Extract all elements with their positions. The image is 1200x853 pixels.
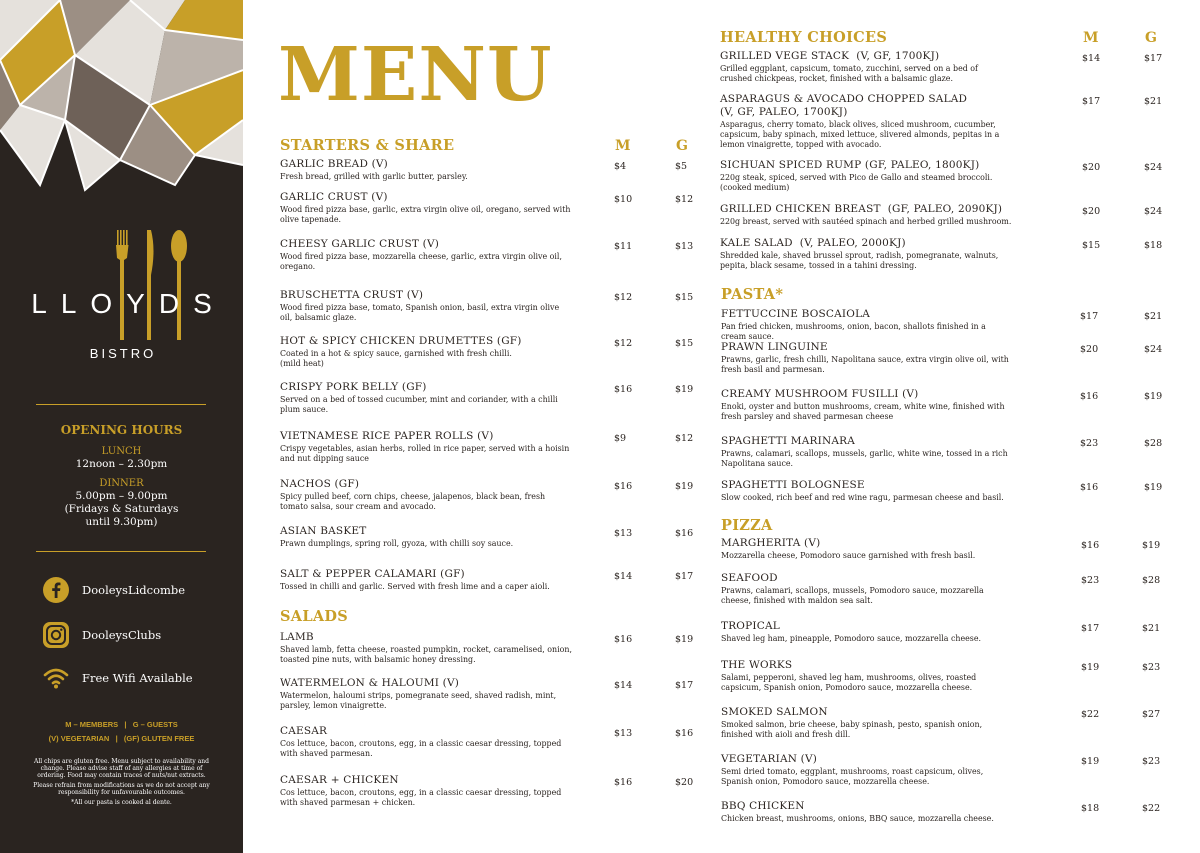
price-members: $16 bbox=[1080, 391, 1099, 402]
menu-item bbox=[721, 800, 1013, 824]
item-name: MARGHERITA (V) bbox=[721, 537, 821, 549]
price-guests: $28 bbox=[1144, 438, 1163, 449]
column-header-guests: G bbox=[676, 138, 688, 154]
item-name: GRILLED VEGE STACK (V, GF, 1700KJ) bbox=[720, 50, 940, 62]
price-members: $14 bbox=[614, 571, 633, 582]
price-members: $16 bbox=[614, 384, 633, 395]
item-name: SEAFOOD bbox=[721, 572, 778, 584]
item-name: LAMB bbox=[280, 631, 314, 643]
item-description: Fresh bread, grilled with garlic butter, parsley. bbox=[280, 172, 468, 181]
section-title-pasta: PASTA* bbox=[721, 286, 784, 303]
menu-item bbox=[720, 203, 1012, 227]
item-name: NACHOS (GF) bbox=[280, 478, 360, 490]
menu-item bbox=[280, 289, 572, 323]
item-description: Shredded kale, shaved brussel sprout, radish, pomegranate, walnuts, pepita, black sesame, tossed in a tahini dressing. bbox=[720, 251, 999, 270]
menu-item bbox=[280, 478, 572, 512]
menu-item bbox=[720, 50, 1012, 84]
item-name: ASIAN BASKET bbox=[280, 525, 367, 537]
item-description: Prawns, calamari, scallops, mussels, Pomodoro sauce, mozzarella cheese, finished with maldon sea salt. bbox=[721, 586, 984, 605]
price-members: $16 bbox=[1080, 482, 1099, 493]
price-members: $20 bbox=[1082, 206, 1101, 217]
menu-title: MENU bbox=[278, 32, 553, 118]
item-description: Wood fired pizza base, tomato, Spanish onion, basil, extra virgin olive oil, balsamic glaze. bbox=[280, 303, 560, 322]
divider bbox=[36, 551, 206, 552]
item-name: GARLIC CRUST (V) bbox=[280, 191, 388, 203]
price-members: $23 bbox=[1081, 575, 1100, 586]
item-description: Wood fired pizza base, mozzarella cheese, garlic, extra virgin olive oil, oregano. bbox=[280, 252, 562, 271]
price-members: $11 bbox=[614, 241, 633, 252]
facebook-handle: DooleysLidcombe bbox=[82, 583, 186, 597]
price-members: $15 bbox=[1082, 240, 1101, 251]
menu-item bbox=[720, 159, 1012, 193]
price-guests: $19 bbox=[1144, 391, 1163, 402]
dinner-note: (Fridays & Saturdays bbox=[64, 503, 179, 515]
menu-item bbox=[721, 435, 1013, 469]
price-members: $12 bbox=[614, 292, 633, 303]
instagram-handle: DooleysClubs bbox=[82, 628, 162, 642]
brand-name: LLOYDS bbox=[31, 288, 226, 319]
price-members: $4 bbox=[614, 161, 627, 172]
price-guests: $16 bbox=[675, 528, 694, 539]
item-name: GARLIC BREAD (V) bbox=[280, 158, 388, 170]
item-name: SALT & PEPPER CALAMARI (GF) bbox=[280, 568, 465, 580]
item-name: BRUSCHETTA CRUST (V) bbox=[280, 289, 424, 301]
item-description: Prawns, calamari, scallops, mussels, garlic, white wine, tossed in a rich Napolitana sauce. bbox=[721, 449, 1008, 468]
price-guests: $17 bbox=[675, 571, 694, 582]
item-description: Slow cooked, rich beef and red wine ragu, parmesan cheese and basil. bbox=[721, 493, 1004, 502]
item-description: Chicken breast, mushrooms, onions, BBQ sauce, mozzarella cheese. bbox=[721, 814, 994, 823]
item-name: THE WORKS bbox=[721, 659, 793, 671]
item-name: ASPARAGUS & AVOCADO CHOPPED SALAD (V, GF, PALEO, 1700KJ) bbox=[720, 93, 968, 118]
item-description: Asparagus, cherry tomato, black olives, sliced mushroom, cucumber, capsicum, baby spinach, mixed lettuce, slivered almonds, pepitas in a lemon vinaigrette, topped with avocado. bbox=[720, 120, 1000, 149]
menu-item bbox=[280, 430, 572, 464]
price-members: $17 bbox=[1081, 623, 1100, 634]
price-guests: $24 bbox=[1144, 162, 1163, 173]
price-members: $16 bbox=[614, 777, 633, 788]
item-description: Pan fried chicken, mushrooms, onion, bacon, shallots finished in a cream sauce. bbox=[721, 322, 986, 341]
menu-item bbox=[721, 479, 1013, 503]
price-members: $10 bbox=[614, 194, 633, 205]
menu-item bbox=[721, 572, 1013, 606]
section-title-starters: STARTERS & SHARE bbox=[280, 137, 455, 154]
price-members: $19 bbox=[1081, 756, 1100, 767]
item-description: Prawn dumplings, spring roll, gyoza, with chilli soy sauce. bbox=[280, 539, 514, 548]
item-description: Wood fired pizza base, garlic, extra virgin olive oil, oregano, served with olive tapenade. bbox=[280, 205, 571, 224]
geometric-pattern bbox=[0, 0, 243, 200]
price-guests: $19 bbox=[675, 481, 694, 492]
menu-item bbox=[280, 525, 572, 549]
column-header-members: M bbox=[615, 138, 631, 154]
legend-pricing: M – MEMBERS | G – GUESTS bbox=[65, 720, 178, 729]
lunch-label: LUNCH bbox=[101, 446, 142, 457]
dinner-time: 5.00pm – 9.00pm bbox=[75, 490, 168, 502]
menu-item bbox=[721, 388, 1013, 422]
menu-item bbox=[280, 238, 572, 272]
item-description: Shaved lamb, fetta cheese, roasted pumpkin, rocket, caramelised, onion, toasted pine nuts, with balsamic honey dressing. bbox=[280, 645, 572, 664]
item-description: Cos lettuce, bacon, croutons, egg, in a classic caesar dressing, topped with shaved parmesan + chicken. bbox=[280, 788, 562, 807]
menu-item bbox=[280, 568, 572, 592]
opening-hours-title: OPENING HOURS bbox=[60, 423, 183, 437]
item-name: VEGETARIAN (V) bbox=[721, 753, 818, 765]
item-description: Cos lettuce, bacon, croutons, egg, in a classic caesar dressing, topped with shaved parmesan. bbox=[280, 739, 562, 758]
price-guests: $22 bbox=[1142, 803, 1161, 814]
menu-item bbox=[721, 620, 1013, 644]
price-guests: $23 bbox=[1142, 662, 1161, 673]
item-description: Grilled eggplant, capsicum, tomato, zucchini, served on a bed of crushed chickpeas, rocket, finished with a balsamic glaze. bbox=[720, 64, 978, 83]
note-modifications: Please refrain from modifications as we do not accept any responsibility for unfavourable outcomes. bbox=[33, 782, 210, 796]
price-guests: $28 bbox=[1142, 575, 1161, 586]
fine-print bbox=[30, 758, 213, 809]
item-description: Spicy pulled beef, corn chips, cheese, jalapenos, black bean, fresh tomato salsa, sour cream and avocado. bbox=[280, 492, 546, 511]
dinner-label: DINNER bbox=[99, 478, 144, 489]
price-guests: $24 bbox=[1144, 344, 1163, 355]
item-name: HOT & SPICY CHICKEN DRUMETTES (GF) bbox=[280, 335, 522, 347]
opening-hours bbox=[0, 424, 243, 535]
price-guests: $24 bbox=[1144, 206, 1163, 217]
menu-item bbox=[721, 308, 1013, 342]
price-members: $16 bbox=[614, 634, 633, 645]
price-guests: $17 bbox=[675, 680, 694, 691]
price-guests: $13 bbox=[675, 241, 694, 252]
menu-item bbox=[280, 381, 572, 415]
menu-item bbox=[721, 537, 1013, 561]
item-name: CAESAR + CHICKEN bbox=[280, 774, 399, 786]
item-description: Served on a bed of tossed cucumber, mint and coriander, with a chilli plum sauce. bbox=[280, 395, 558, 414]
price-guests: $5 bbox=[675, 161, 688, 172]
item-name: TROPICAL bbox=[721, 620, 780, 632]
wifi-info bbox=[42, 664, 193, 692]
price-members: $17 bbox=[1080, 311, 1099, 322]
dinner-note-2: until 9.30pm) bbox=[85, 516, 158, 528]
price-guests: $16 bbox=[675, 728, 694, 739]
price-members: $14 bbox=[614, 680, 633, 691]
price-members: $23 bbox=[1080, 438, 1099, 449]
price-guests: $23 bbox=[1142, 756, 1161, 767]
price-guests: $21 bbox=[1144, 96, 1163, 107]
price-guests: $12 bbox=[675, 433, 694, 444]
price-guests: $12 bbox=[675, 194, 694, 205]
item-description: 220g breast, served with sautéed spinach and herbed grilled mushroom. bbox=[720, 217, 1012, 226]
price-members: $16 bbox=[614, 481, 633, 492]
price-members: $14 bbox=[1082, 53, 1101, 64]
note-allergies: All chips are gluten free. Menu subject to availability and change. Please advise staff of any allergies at time of ordering. Food may contain traces of nuts/nut extracts. bbox=[34, 758, 209, 779]
menu-item bbox=[280, 191, 572, 225]
divider bbox=[36, 404, 206, 405]
menu-item bbox=[280, 335, 572, 369]
price-guests: $21 bbox=[1142, 623, 1161, 634]
item-name: FETTUCCINE BOSCAIOLA bbox=[721, 308, 871, 320]
menu-item bbox=[721, 341, 1013, 375]
facebook-link[interactable] bbox=[42, 576, 185, 604]
item-name: GRILLED CHICKEN BREAST (GF, PALEO, 2090KJ) bbox=[720, 203, 1003, 215]
item-description: Crispy vegetables, asian herbs, rolled in rice paper, served with a hoisin and nut dipping sauce bbox=[280, 444, 570, 463]
price-guests: $15 bbox=[675, 338, 694, 349]
item-name: VIETNAMESE RICE PAPER ROLLS (V) bbox=[280, 430, 494, 442]
price-members: $20 bbox=[1080, 344, 1099, 355]
item-name: CREAMY MUSHROOM FUSILLI (V) bbox=[721, 388, 919, 400]
menu-item bbox=[280, 774, 572, 808]
price-members: $9 bbox=[614, 433, 627, 444]
item-description: Prawns, garlic, fresh chilli, Napolitana sauce, extra virgin olive oil, with fresh basil and parmesan. bbox=[721, 355, 1009, 374]
item-description: Semi dried tomato, eggplant, mushrooms, roast capsicum, olives, Spanish onion, Pomodoro sauce, mozzarella cheese. bbox=[721, 767, 984, 786]
section-title-healthy: HEALTHY CHOICES bbox=[720, 29, 888, 46]
item-description: Smoked salmon, brie cheese, baby spinash, pesto, spanish onion, finished with aioli and fresh dill. bbox=[721, 720, 983, 739]
item-description: Watermelon, haloumi strips, pomegranate seed, shaved radish, mint, parsley, lemon vinaigrette. bbox=[280, 691, 557, 710]
price-members: $16 bbox=[1081, 540, 1100, 551]
price-guests: $19 bbox=[1142, 540, 1161, 551]
price-members: $22 bbox=[1081, 709, 1100, 720]
price-members: $13 bbox=[614, 728, 633, 739]
item-name: SMOKED SALMON bbox=[721, 706, 828, 718]
item-name: SPAGHETTI MARINARA bbox=[721, 435, 856, 447]
item-description: 220g steak, spiced, served with Pico de Gallo and steamed broccoli. (cooked medium) bbox=[720, 173, 993, 192]
item-description: Salami, pepperoni, shaved leg ham, mushrooms, olives, roasted capsicum, Spanish onion, Pomodoro sauce, mozzarella cheese. bbox=[721, 673, 977, 692]
lunch-time: 12noon – 2.30pm bbox=[75, 458, 168, 470]
item-description: Tossed in chilli and garlic. Served with fresh lime and a caper aioli. bbox=[280, 582, 550, 591]
price-members: $19 bbox=[1081, 662, 1100, 673]
price-guests: $19 bbox=[675, 384, 694, 395]
item-name: SPAGHETTI BOLOGNESE bbox=[721, 479, 865, 491]
price-guests: $18 bbox=[1144, 240, 1163, 251]
wifi-icon bbox=[42, 664, 70, 692]
menu-item bbox=[721, 706, 1013, 740]
column-header-guests: G bbox=[1145, 30, 1157, 46]
menu-item bbox=[720, 93, 1012, 150]
item-description: Enoki, oyster and button mushrooms, cream, white wine, finished with fresh parsley and shaved parmesan cheese bbox=[721, 402, 1005, 421]
price-guests: $17 bbox=[1144, 53, 1163, 64]
item-description: Coated in a hot & spicy sauce, garnished with fresh chilli. (mild heat) bbox=[280, 349, 512, 368]
item-name: KALE SALAD (V, PALEO, 2000KJ) bbox=[720, 237, 906, 249]
menu-item bbox=[721, 659, 1013, 693]
price-guests: $19 bbox=[1144, 482, 1163, 493]
item-name: CHEESY GARLIC CRUST (V) bbox=[280, 238, 440, 250]
legend-dietary: (V) VEGETARIAN | (GF) GLUTEN FREE bbox=[48, 734, 195, 743]
price-members: $13 bbox=[614, 528, 633, 539]
menu-item bbox=[720, 237, 1012, 271]
item-name: SICHUAN SPICED RUMP (GF, PALEO, 1800KJ) bbox=[720, 159, 980, 171]
item-name: PRAWN LINGUINE bbox=[721, 341, 828, 353]
price-guests: $15 bbox=[675, 292, 694, 303]
legend bbox=[0, 718, 243, 746]
price-members: $12 bbox=[614, 338, 633, 349]
item-name: CAESAR bbox=[280, 725, 328, 737]
item-name: CRISPY PORK BELLY (GF) bbox=[280, 381, 427, 393]
price-guests: $19 bbox=[675, 634, 694, 645]
price-guests: $27 bbox=[1142, 709, 1161, 720]
cutlery-icon bbox=[111, 230, 191, 340]
price-members: $20 bbox=[1082, 162, 1101, 173]
column-header-members: M bbox=[1083, 30, 1099, 46]
item-name: BBQ CHICKEN bbox=[721, 800, 805, 812]
note-pasta: *All our pasta is cooked al dente. bbox=[71, 799, 172, 806]
menu-item bbox=[280, 677, 572, 711]
menu-item bbox=[280, 725, 572, 759]
price-members: $17 bbox=[1082, 96, 1101, 107]
item-description: Mozzarella cheese, Pomodoro sauce garnished with fresh basil. bbox=[721, 551, 976, 560]
section-title-pizza: PIZZA bbox=[721, 517, 773, 534]
facebook-icon bbox=[42, 576, 70, 604]
instagram-link[interactable] bbox=[42, 621, 161, 649]
price-guests: $21 bbox=[1144, 311, 1163, 322]
wifi-label: Free Wifi Available bbox=[82, 671, 193, 685]
menu-item bbox=[280, 158, 572, 182]
item-name: WATERMELON & HALOUMI (V) bbox=[280, 677, 460, 689]
menu-item bbox=[721, 753, 1013, 787]
brand-subtitle: BISTRO bbox=[89, 346, 157, 361]
sidebar bbox=[0, 0, 243, 853]
menu-item bbox=[280, 631, 572, 665]
instagram-icon bbox=[42, 621, 70, 649]
section-title-salads: SALADS bbox=[280, 608, 349, 625]
price-members: $18 bbox=[1081, 803, 1100, 814]
price-guests: $20 bbox=[675, 777, 694, 788]
item-description: Shaved leg ham, pineapple, Pomodoro sauce, mozzarella cheese. bbox=[721, 634, 982, 643]
